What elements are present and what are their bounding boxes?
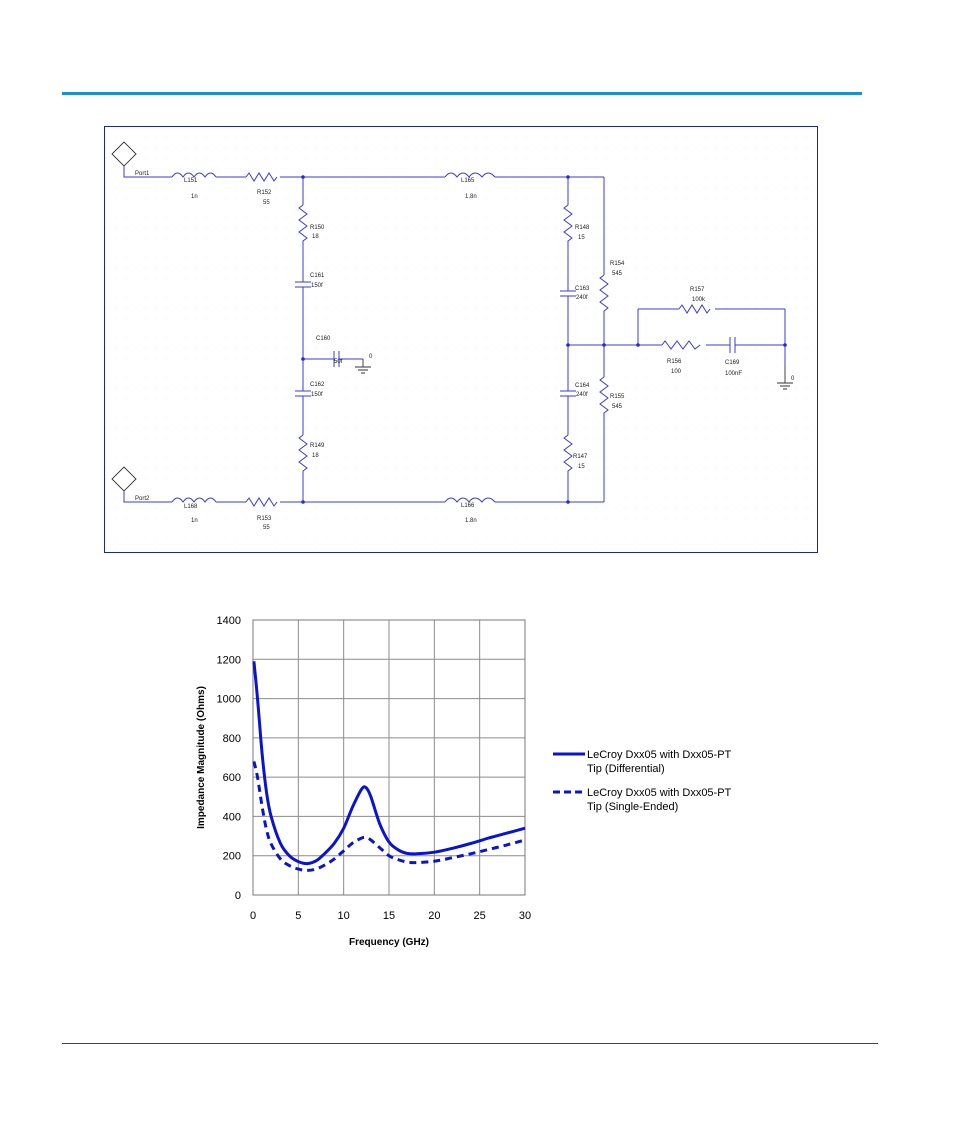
component-value-R152: 55 [263, 200, 270, 206]
ground-label: 0 [791, 376, 795, 382]
legend-label-differential-line1: LeCroy Dxx05 with Dxx05-PT [587, 749, 732, 761]
component-value-C169: 100nF [725, 371, 743, 377]
component-value-L168: 1n [191, 518, 198, 524]
port-label: Port2 [135, 496, 150, 502]
component-value-L166: 1.8n [465, 518, 477, 524]
component-name-R152: R152 [257, 190, 272, 196]
component-name-R147: R147 [573, 454, 588, 460]
component-name-R154: R154 [610, 261, 625, 267]
component-name-C162: C162 [310, 382, 325, 388]
component-name-C160: C160 [316, 336, 331, 342]
x-tick-label: 25 [473, 910, 486, 922]
component-name-R148: R148 [575, 225, 590, 231]
component-name-R150: R150 [310, 225, 325, 231]
component-name-C164: C164 [575, 383, 590, 389]
footer-rule [62, 1043, 878, 1044]
legend-label-differential-line2: Tip (Differential) [587, 763, 665, 775]
component-value-R147: 15 [578, 464, 585, 470]
ground-label: 0 [369, 354, 373, 360]
component-value-R157: 100k [692, 297, 706, 303]
component-name-R157: R157 [690, 287, 705, 293]
component-value-R154: 545 [612, 271, 623, 277]
component-name-L165: L165 [461, 178, 475, 184]
component-value-C163: 240f [576, 295, 588, 301]
component-value-C162: 150f [311, 392, 323, 398]
component-name-L151: L151 [184, 178, 198, 184]
component-name-R149: R149 [310, 443, 325, 449]
y-tick-label: 800 [222, 732, 241, 745]
y-tick-label: 0 [234, 890, 241, 902]
component-name-R156: R156 [667, 359, 682, 365]
component-name-L166: L166 [461, 503, 475, 509]
chart-gridlines [253, 620, 525, 895]
y-tick-label: 600 [222, 772, 241, 785]
component-value-R149: 18 [312, 453, 319, 459]
schematic-canvas [105, 127, 818, 553]
x-tick-label: 10 [337, 910, 350, 922]
x-tick-label: 0 [249, 910, 257, 922]
y-tick-label: 400 [222, 811, 241, 824]
x-tick-label: 20 [428, 910, 441, 922]
impedance-chart [180, 600, 780, 960]
y-axis-title: Impedance Magnitude (Ohms) [196, 686, 207, 829]
component-value-R150: 18 [312, 234, 319, 240]
legend-label-single-ended-line2: Tip (Single-Ended) [587, 801, 679, 813]
component-value-R153: 55 [263, 525, 270, 531]
component-value-R155: 545 [612, 404, 623, 410]
component-value-L151: 1n [191, 194, 198, 200]
y-tick-label: 200 [222, 850, 241, 863]
y-axis-ticks [217, 615, 241, 902]
component-value-L165: 1.8n [465, 194, 477, 200]
x-tick-label: 30 [518, 910, 532, 922]
component-name-C163: C163 [575, 286, 590, 292]
x-axis-ticks [250, 910, 531, 922]
circuit-schematic [104, 126, 818, 553]
header-rule [62, 92, 862, 95]
component-value-C161: 150f [311, 283, 323, 289]
y-tick-label: 1000 [216, 693, 241, 706]
component-value-R156: 100 [671, 369, 682, 375]
chart-legend [553, 749, 732, 813]
component-name-L168: L168 [184, 504, 198, 510]
x-tick-label: 5 [295, 910, 302, 922]
y-tick-label: 1200 [216, 654, 241, 667]
y-tick-label: 1400 [216, 615, 241, 627]
component-name-R153: R153 [257, 516, 272, 522]
port-label: Port1 [135, 171, 150, 177]
component-value-R148: 15 [578, 235, 585, 241]
legend-label-single-ended-line1: LeCroy Dxx05 with Dxx05-PT [587, 787, 732, 799]
component-name-C161: C161 [310, 273, 325, 279]
component-value-C164: 240f [576, 392, 588, 398]
x-tick-label: 15 [382, 910, 396, 922]
component-value-C160: 50f [334, 359, 343, 365]
component-name-C169: C169 [725, 360, 740, 366]
x-axis-title: Frequency (GHz) [348, 937, 430, 948]
component-name-R155: R155 [610, 394, 625, 400]
